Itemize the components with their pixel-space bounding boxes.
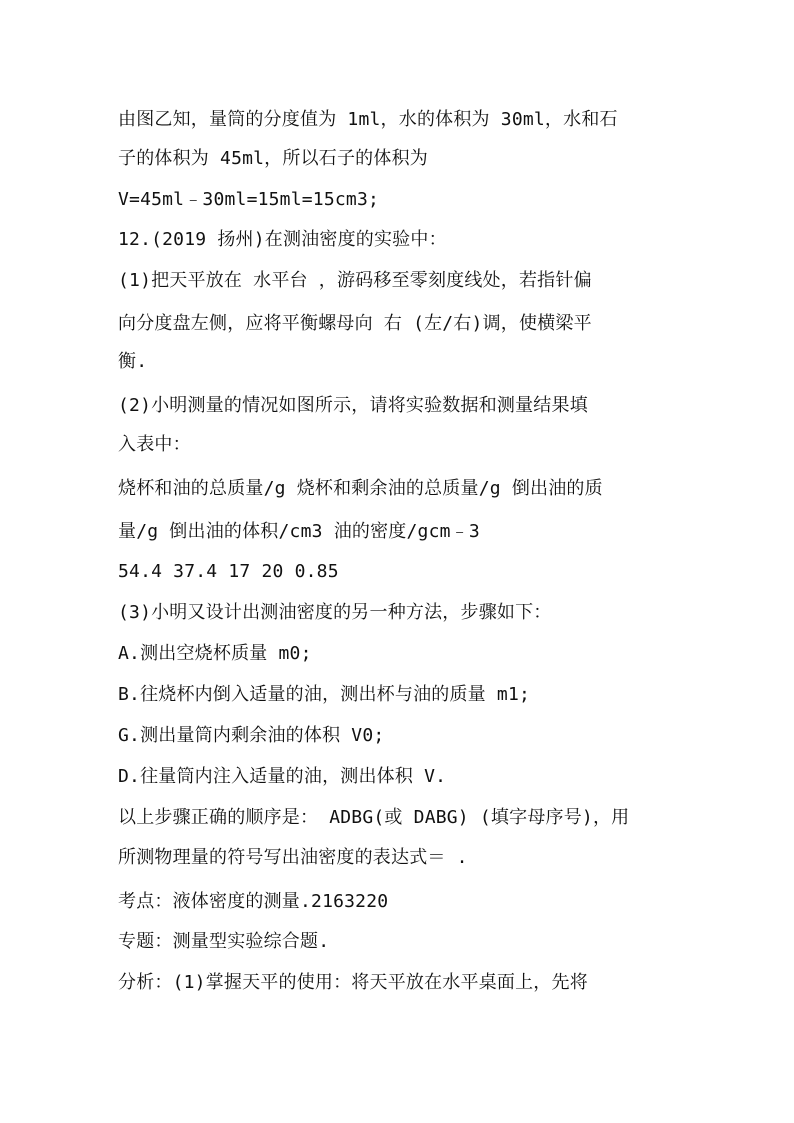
text-line-13: (3)小明又设计出测油密度的另一种方法，步骤如下： [118,602,552,623]
text-line-8: (2)小明测量的情况如图所示，请将实验数据和测量结果填 [118,395,588,416]
text-line-17: D.往量筒内注入适量的油，测出体积 V. [118,766,447,787]
text-line-15: B.往烧杯内倒入适量的油，测出杯与油的质量 m1; [118,684,531,705]
text-line-20: 考点：液体密度的测量.2163220 [118,891,389,912]
text-line-18: 以上步骤正确的顺序是： ADBG(或 DABG) (填字母序号)，用 [118,807,630,828]
text-line-5: (1)把天平放在 水平台 ，游码移至零刻度线处，若指针偏 [118,270,592,291]
text-line-3: V=45ml﹣30ml=15ml=15cm3; [118,189,380,210]
text-line-14: A.测出空烧杯质量 m0; [118,643,312,664]
text-line-9: 入表中： [118,434,191,455]
text-line-2: 子的体积为 45ml，所以石子的体积为 [118,148,428,169]
text-line-12: 54.4 37.4 17 20 0.85 [118,561,339,582]
text-line-11: 量/g 倒出油的体积/cm3 油的密度/gcm﹣3 [118,521,480,542]
text-line-16: G.测出量筒内剩余油的体积 V0; [118,725,385,746]
text-line-4: 12.(2019 扬州)在测油密度的实验中： [118,229,447,250]
text-line-19: 所测物理量的符号写出油密度的表达式＝ . [118,847,468,868]
text-line-10: 烧杯和油的总质量/g 烧杯和剩余油的总质量/g 倒出油的质 [118,478,603,499]
text-line-6: 向分度盘左侧，应将平衡螺母向 右 (左/右)调，使横梁平 [118,313,592,334]
text-line-22: 分析：(1)掌握天平的使用：将天平放在水平桌面上，先将 [118,972,588,993]
text-line-21: 专题：测量型实验综合题. [118,931,330,952]
text-line-1: 由图乙知，量筒的分度值为 1ml，水的体积为 30ml，水和石 [118,109,618,130]
text-line-7: 衡. [118,351,148,372]
